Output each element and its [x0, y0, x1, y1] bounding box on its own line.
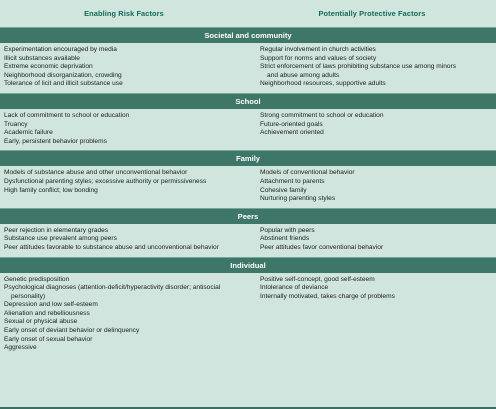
protective-factor-item: Popular with peers	[260, 226, 315, 234]
protective-factors-column	[248, 276, 496, 353]
section-title: School	[0, 94, 496, 109]
risk-factor-item: Early onset of sexual behavior	[4, 335, 93, 343]
table-body	[0, 28, 496, 357]
protective-factor-item: Peer attitudes favor conventional behavior	[260, 243, 384, 251]
protective-factor-item: and abuse among adults	[267, 71, 340, 79]
protective-factor-item: Strict enforcement of laws prohibiting substance use among minors	[260, 63, 457, 71]
risk-factor-item: Extreme economic deprivation	[4, 63, 93, 71]
risk-factors-column	[0, 112, 248, 146]
section-title: Peers	[0, 209, 496, 224]
section-body	[0, 43, 496, 93]
risk-factors-column	[0, 227, 248, 253]
section-body	[0, 273, 496, 357]
protective-factor-item: Support for norms and values of society	[260, 54, 377, 62]
protective-factors-column	[248, 112, 496, 146]
protective-factor-item: Attachment to parents	[260, 177, 325, 185]
risk-factor-item: Early, persistent behavior problems	[4, 137, 107, 145]
protective-factor-item: Intolerance of deviance	[260, 284, 329, 292]
header-enabling-risk-factors: Enabling Risk Factors	[84, 9, 164, 18]
protective-factor-item: Positive self-concept, good self-esteem	[260, 275, 375, 283]
protective-factor-item: Nurturing parenting styles	[260, 195, 336, 203]
section-title: Individual	[0, 258, 496, 273]
table-header	[0, 0, 496, 28]
risk-factor-item: Peer rejection in elementary grades	[4, 226, 109, 234]
risk-factor-item: Experimentation encouraged by media	[4, 46, 117, 53]
risk-factor-item: Sexual or physical abuse	[4, 318, 78, 326]
protective-factor-item: Abstinent friends	[260, 235, 310, 243]
risk-factor-item: Alienation and rebelliousness	[4, 309, 90, 317]
protective-factor-item: Cohesive family	[260, 186, 307, 194]
risk-factor-item: Models of substance abuse and other unconventional behavior	[4, 169, 188, 177]
protective-factors-column	[248, 46, 496, 89]
risk-factor-item: Lack of commitment to school or education	[4, 111, 130, 119]
risk-factor-item: Tolerance of licit and illicit substance use	[4, 80, 123, 88]
risk-factor-item: Truancy	[4, 120, 28, 128]
section-body	[0, 224, 496, 257]
risk-factor-item: personality)	[11, 292, 46, 300]
section-body	[0, 109, 496, 150]
header-potentially-protective-factors: Potentially Protective Factors	[318, 9, 426, 18]
risk-factor-item: Aggressive	[4, 344, 37, 352]
risk-factor-item: Depression and low self-esteem	[4, 301, 98, 309]
section-title: Family	[0, 151, 496, 166]
protective-factor-item: Models of conventional behavior	[260, 169, 355, 177]
risk-factor-item: High family conflict; low bonding	[4, 186, 98, 194]
section-title: Societal and community	[0, 28, 496, 43]
protective-factors-column	[248, 169, 496, 203]
risk-factor-item: Psychological diagnoses (attention-deficit/hyperactivity disorder; antisocial	[4, 284, 221, 292]
section-body	[0, 166, 496, 207]
protective-factor-item: Future-oriented goals	[260, 120, 323, 128]
protective-factor-item: Neighborhood resources, supportive adults	[260, 80, 386, 88]
risk-factor-item: Academic failure	[4, 129, 53, 137]
risk-factor-item: Early onset of deviant behavior or delinquency	[4, 327, 140, 335]
risk-factors-column	[0, 46, 248, 89]
risk-factors-column	[0, 169, 248, 203]
risk-factor-item: Substance use prevalent among peers	[4, 235, 117, 243]
protective-factor-item: Strong commitment to school or education	[260, 111, 384, 119]
protective-factor-item: Regular involvement in church activities	[260, 46, 376, 53]
risk-factors-column	[0, 276, 248, 353]
risk-factor-item: Genetic predisposition	[4, 275, 70, 283]
risk-factor-item: Peer attitudes favorable to substance abuse and unconventional behavior	[4, 243, 219, 251]
risk-factor-item: Dysfunctional parenting styles; excessive authority or permissiveness	[4, 177, 207, 185]
risk-factor-item: Neighborhood disorganization, crowding	[4, 71, 122, 79]
protective-factors-column	[248, 227, 496, 253]
protective-factor-item: Achievement oriented	[260, 129, 324, 137]
protective-factor-item: Internally motivated, takes charge of problems	[260, 292, 395, 300]
risk-factor-item: Illicit substances available	[4, 54, 80, 62]
